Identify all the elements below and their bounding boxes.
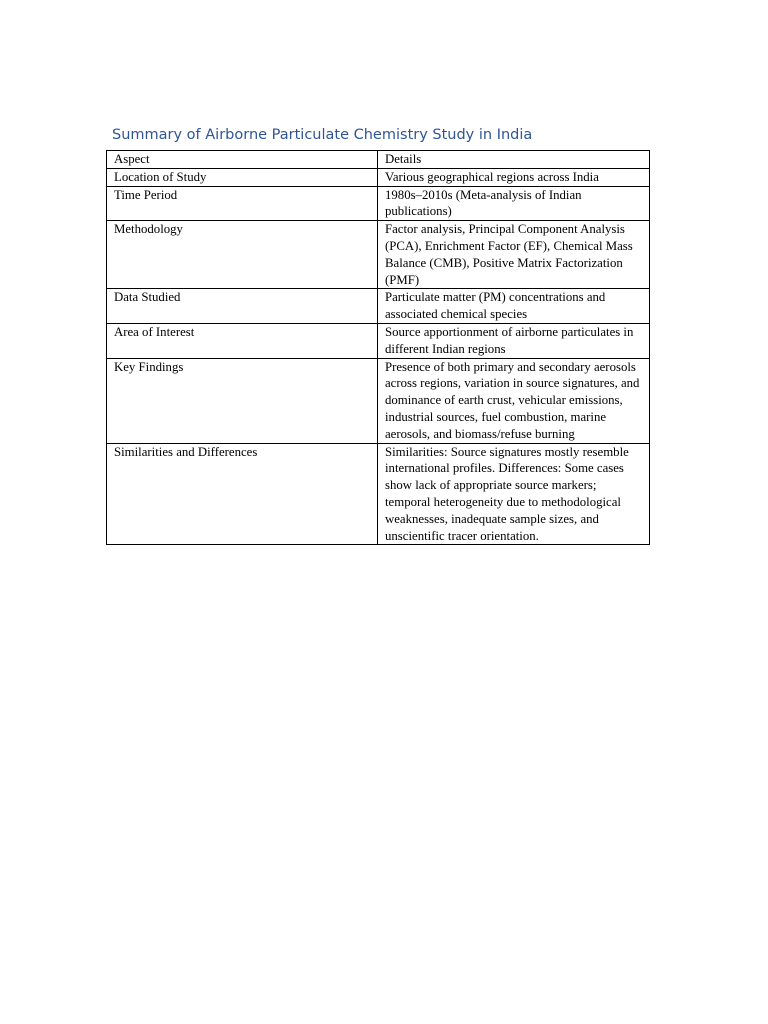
document-title: Summary of Airborne Particulate Chemistry Study in India bbox=[112, 127, 533, 143]
summary-table bbox=[106, 150, 650, 545]
table-row bbox=[107, 186, 650, 221]
table-row bbox=[107, 289, 650, 324]
aspect-cell: Similarities and Differences bbox=[107, 443, 378, 545]
header-details-cell: Details bbox=[378, 151, 650, 169]
aspect-cell: Area of Interest bbox=[107, 323, 378, 358]
details-cell: 1980s–2010s (Meta-analysis of Indian publications) bbox=[378, 186, 650, 221]
table-row bbox=[107, 221, 650, 289]
details-cell: Source apportionment of airborne particulates in different Indian regions bbox=[378, 323, 650, 358]
aspect-cell: Time Period bbox=[107, 186, 378, 221]
aspect-cell: Data Studied bbox=[107, 289, 378, 324]
details-cell: Various geographical regions across India bbox=[378, 168, 650, 186]
header-aspect-cell: Aspect bbox=[107, 151, 378, 169]
aspect-cell: Methodology bbox=[107, 221, 378, 289]
table-row bbox=[107, 443, 650, 545]
table-row bbox=[107, 168, 650, 186]
table-row bbox=[107, 358, 650, 443]
aspect-cell: Location of Study bbox=[107, 168, 378, 186]
details-cell: Presence of both primary and secondary aerosols across regions, variation in source signatures, and dominance of earth crust, vehicular emissions, industrial sources, fuel combustion, marine aerosols, and biomass/refuse burning bbox=[378, 358, 650, 443]
details-cell: Similarities: Source signatures mostly resemble international profiles. Differences: Some cases show lack of appropriate source markers; temporal heterogeneity due to methodological weaknesses, inadequate sample sizes, and unscientific tracer orientation. bbox=[378, 443, 650, 545]
aspect-cell: Key Findings bbox=[107, 358, 378, 443]
details-cell: Factor analysis, Principal Component Analysis (PCA), Enrichment Factor (EF), Chemical Mass Balance (CMB), Positive Matrix Factorization (PMF) bbox=[378, 221, 650, 289]
details-cell: Particulate matter (PM) concentrations and associated chemical species bbox=[378, 289, 650, 324]
table-row bbox=[107, 323, 650, 358]
table-header-row bbox=[107, 151, 650, 169]
